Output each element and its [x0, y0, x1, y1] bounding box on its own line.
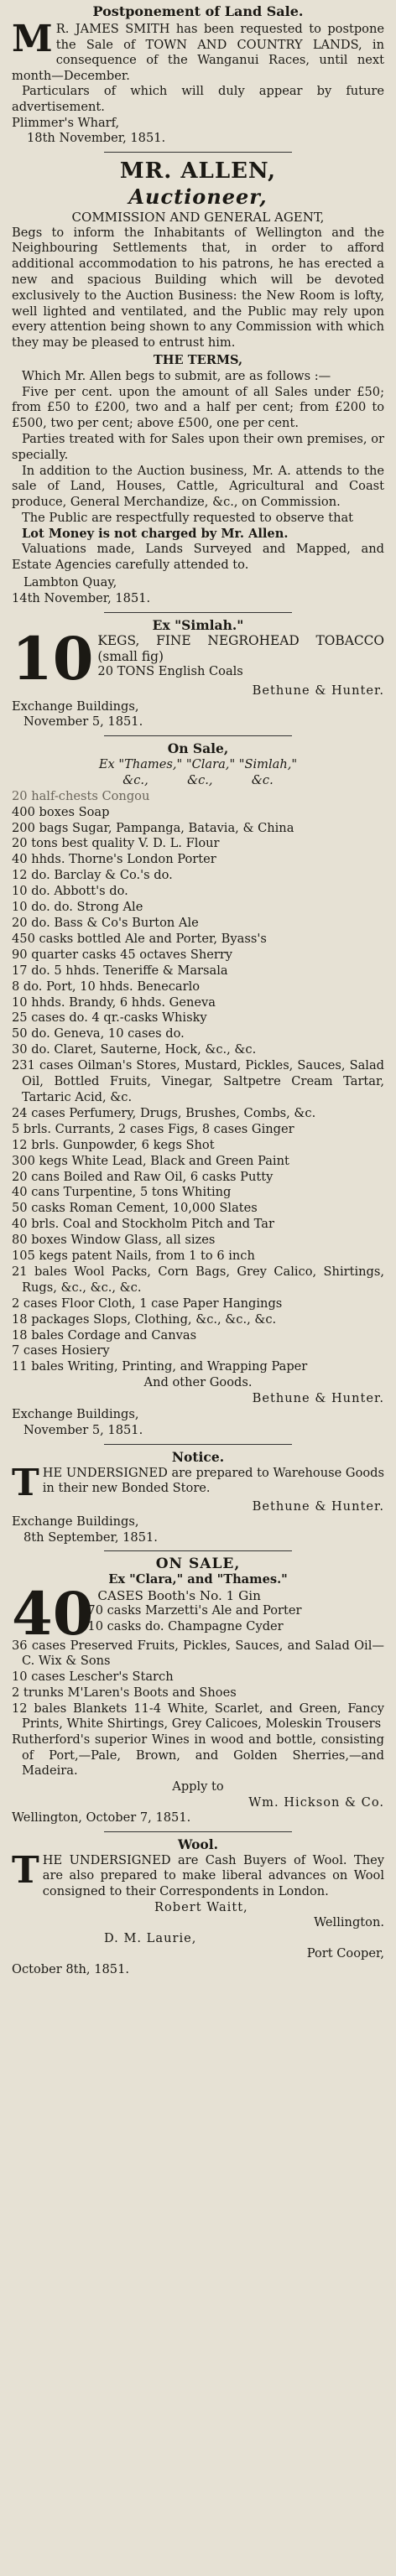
terms-premises: Parties treated with for Sales upon their own premises, or specially. — [12, 431, 384, 462]
list-item: 10 cases Lescher's Starch — [12, 1670, 174, 1685]
ad-body: HE UNDERSIGNED are Cash Buyers of Wool. They are also prepared to make liberal advances on Wool consigned to their Correspondents in London. — [42, 1852, 384, 1898]
lot-money-notice: Lot Money is not charged by Mr. Allen. — [22, 526, 289, 541]
ad-firm: Bethune & Hunter. — [252, 683, 384, 699]
quantity-cap: 10 — [12, 624, 94, 694]
allen-auctioneer-ad — [12, 158, 384, 607]
list-item: 36 cases Preserved Fruits, Pickles, Sauces, and Salad Oil—C. Wix & Sons — [12, 1638, 384, 1669]
list-item: 300 kegs White Lead, Black and Green Paint — [12, 1153, 289, 1168]
item-line: KEGS, FINE NEGROHEAD TOBACCO (small fig) — [97, 633, 384, 664]
list-item: 2 cases Floor Cloth, 1 case Paper Hangings — [12, 1296, 283, 1311]
list-item: 25 cases do. 4 qr.-casks Whisky — [12, 1010, 207, 1026]
ad-place: Exchange Buildings, — [12, 1514, 139, 1530]
ad-date: November 5, 1851. — [23, 714, 143, 730]
ad-body: R. JAMES SMITH has been requested to postpone the Sale of TOWN AND COUNTRY LANDS, in consequence of the Wanganui Races, until next month—December. — [12, 22, 384, 83]
list-item: 20 cans Boiled and Raw Oil, 6 casks Putty — [12, 1169, 274, 1184]
list-item: 50 casks Roman Cement, 10,000 Slates — [12, 1201, 258, 1216]
terms-commission: In addition to the Auction business, Mr. A. attends to the sale of Land, Houses, Cattle, Agricultural and Coast produce, General Merchandize, &c., on Commission. — [12, 463, 384, 510]
list-item: 40 cans Turpentine, 5 tons Whiting — [12, 1185, 232, 1200]
list-item: 21 bales Wool Packs, Corn Bags, Grey Calico, Shirtings, Rugs, &c., &c., &c. — [12, 1264, 384, 1295]
ad-date: 18th November, 1851. — [27, 131, 166, 146]
ad-body: Begs to inform the Inhabitants of Wellington and the Neighbouring Settlements that, in order to afford additional accommodation to his patrons, he has erected a new and spacious Building which will be devoted exclusively to the Auction Business: the New Room is lofty, well lighted and ventilated, and the Public may rely upon every attention being shown to any Commission with which they may be pleased to entrust him. — [12, 225, 384, 351]
ad-date: 14th November, 1851. — [12, 590, 151, 605]
list-item: 105 kegs patent Nails, from 1 to 6 inch — [12, 1249, 255, 1264]
ad-firm: Wm. Hickson & Co. — [248, 1794, 384, 1810]
list-item: 40 hhds. Thorne's London Porter — [12, 852, 216, 867]
ad-place: Exchange Buildings, — [12, 1407, 139, 1422]
ad-note: Particulars of which will duly appear by future advertisement. — [12, 84, 384, 114]
item-line: 20 TONS English Coals — [97, 664, 243, 679]
list-item: 2 trunks M'Laren's Boots and Shoes — [12, 1685, 237, 1700]
list-item: 90 quarter casks 45 octaves Sherry — [12, 947, 233, 962]
list-item: 20 tons best quality V. D. L. Flour — [12, 836, 220, 851]
list-item: Rutherford's superior Wines in wood and bottle, consisting of Port,—Pale, Brown, and Golden Sherries,—and Madeira. — [12, 1732, 384, 1779]
terms-heading: THE TERMS, — [153, 352, 243, 367]
divider — [104, 612, 292, 613]
ad-body: HE UNDERSIGNED are prepared to Warehouse Goods in their new Bonded Store. — [42, 1465, 384, 1496]
list-item: CASES Booth's No. 1 Gin — [97, 1587, 261, 1603]
list-item: 18 bales Cordage and Canvas — [12, 1327, 197, 1343]
list-item: 200 bags Sugar, Pampanga, Batavia, & China — [12, 820, 294, 835]
divider — [104, 1550, 292, 1551]
ad-heading: Ex "Simlah." — [152, 616, 244, 633]
other-goods: And other Goods. — [143, 1375, 253, 1390]
list-item: 10 do. Abbott's do. — [12, 884, 128, 899]
ex-ships-line: Ex "Thames," "Clara," "Simlah," — [98, 756, 298, 771]
list-item: 30 do. Claret, Sauterne, Hock, &c., &c. — [12, 1042, 257, 1057]
list-item: 450 casks bottled Ale and Porter, Byass's — [12, 931, 267, 946]
drop-cap: T — [12, 1848, 39, 1892]
signatory-place: Wellington. — [314, 1915, 384, 1930]
list-item: 80 boxes Window Glass, all sizes — [12, 1233, 216, 1248]
terms-intro: Which Mr. Allen begs to submit, are as follows :— — [22, 368, 331, 383]
list-item: 12 do. Barclay & Co.'s do. — [12, 868, 173, 883]
valuations-notice: Valuations made, Lands Surveyed and Mapped, and Estate Agencies carefully attended to. — [12, 542, 384, 573]
ad-firm: Bethune & Hunter. — [252, 1498, 384, 1514]
list-item: 20 half-chests Congou — [12, 788, 150, 803]
ad-place: Lambton Quay, — [23, 575, 117, 590]
list-item: 12 bales Blankets 11-4 White, Scarlet, and Green, Fancy Prints, White Shirtings, Grey Calicoes, Moleskin Trousers — [12, 1701, 384, 1732]
advertiser-trade: Auctioneer, — [128, 184, 268, 209]
ad-date: October 8th, 1851. — [12, 1961, 129, 1976]
signatory-name: Robert Waitt, — [154, 1899, 248, 1914]
ad-place: Plimmer's Wharf, — [12, 115, 120, 130]
ad-place-date: Wellington, October 7, 1851. — [12, 1810, 191, 1826]
list-item: 10 hhds. Brandy, 6 hhds. Geneva — [12, 995, 216, 1010]
list-item: 17 do. 5 hhds. Teneriffe & Marsala — [12, 963, 228, 978]
divider — [104, 1444, 292, 1445]
on-sale-goods-ad — [12, 741, 384, 1439]
list-item: 10 casks do. Champagne Cyder — [87, 1619, 284, 1634]
list-item: 50 do. Geneva, 10 cases do. — [12, 1026, 185, 1041]
list-item: 7 cases Hosiery — [12, 1343, 110, 1358]
advertiser-name: MR. ALLEN, — [119, 158, 277, 184]
list-item: 400 boxes Soap — [12, 804, 110, 819]
list-item: 231 cases Oilman's Stores, Mustard, Pickles, Sauces, Salad Oil, Bottled Fruits, Vinegar, Saltpetre Cream Tartar, Tartaric Acid, &c. — [12, 1058, 384, 1104]
ad-heading: On Sale, — [167, 740, 229, 757]
terms-rates: Five per cent. upon the amount of all Sales under £50; from £50 to £200, two and a half per cent; from £200 to £500, two per cent; above £500, one per cent. — [12, 384, 384, 431]
list-item: 18 packages Slops, Clothing, &c., &c., &c. — [12, 1311, 277, 1327]
ex-ships-line: Ex "Clara," and "Thames." — [108, 1572, 288, 1587]
signatory-name: D. M. Laurie, — [104, 1930, 197, 1945]
list-item: 8 do. Port, 10 hhds. Benecarlo — [12, 979, 201, 994]
ad-place: Exchange Buildings, — [12, 699, 139, 714]
drop-cap: M — [12, 18, 53, 60]
wool-buyers-ad — [12, 1837, 384, 1977]
list-item: 40 brls. Coal and Stockholm Pitch and Tar — [12, 1217, 274, 1232]
goods-list — [12, 789, 384, 1376]
terms-observe: The Public are respectfully requested to observe that — [22, 510, 354, 525]
list-item: 24 cases Perfumery, Drugs, Brushes, Combs, &c. — [12, 1105, 316, 1120]
quantity-cap: 40 — [12, 1578, 94, 1649]
list-item: 11 bales Writing, Printing, and Wrapping Paper — [12, 1359, 308, 1374]
list-item: 20 do. Bass & Co's Burton Ale — [12, 916, 199, 931]
ad-heading: Postponement of Land Sale. — [92, 3, 304, 19]
bonded-store-notice — [12, 1450, 384, 1545]
divider — [104, 1831, 292, 1832]
ad-heading: Wool. — [177, 1836, 219, 1853]
list-item: 5 brls. Currants, 2 cases Figs, 8 cases Ginger — [12, 1121, 294, 1136]
divider — [104, 735, 292, 736]
list-item: 12 brls. Gunpowder, 6 kegs Shot — [12, 1137, 215, 1152]
divider — [104, 152, 292, 153]
etc-line: &c., &c., &c. — [122, 772, 274, 787]
apply-to: Apply to — [172, 1779, 224, 1794]
signatory-place: Port Cooper, — [306, 1946, 384, 1961]
clara-thames-sale-ad — [12, 1556, 384, 1826]
simlah-tobacco-ad — [12, 618, 384, 730]
ad-heading: ON SALE, — [155, 1555, 241, 1573]
ad-firm: Bethune & Hunter. — [252, 1391, 384, 1406]
list-item: 70 casks Marzetti's Ale and Porter — [87, 1603, 302, 1618]
advertiser-subtitle: COMMISSION AND GENERAL AGENT, — [71, 209, 325, 225]
drop-cap: T — [12, 1461, 39, 1504]
ad-heading: Notice. — [171, 1448, 225, 1465]
list-item: 10 do. do. Strong Ale — [12, 900, 143, 915]
ad-date: November 5, 1851. — [23, 1423, 143, 1438]
ad-date: 8th September, 1851. — [23, 1530, 158, 1545]
land-sale-postponement-ad — [12, 3, 384, 147]
